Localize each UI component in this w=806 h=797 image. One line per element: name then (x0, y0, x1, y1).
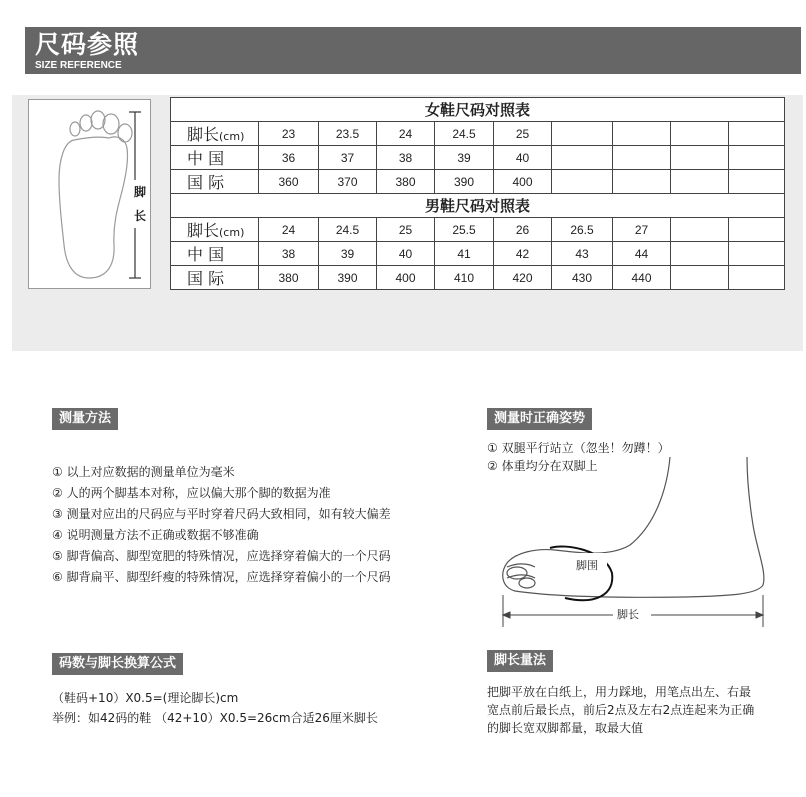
table-cell: 37 (319, 146, 377, 170)
women-table-title: 女鞋尺码对照表 (171, 98, 785, 122)
table-cell (613, 122, 671, 146)
table-cell (671, 266, 729, 290)
foot-diagram (28, 99, 151, 289)
men-table-title: 男鞋尺码对照表 (171, 194, 785, 218)
banner-title: 尺码参照 (35, 30, 140, 59)
method-heading: 测量方法 (52, 408, 118, 430)
table-cell: 400 (377, 266, 435, 290)
table-cell: 25 (377, 218, 435, 242)
length-method-heading: 脚长量法 (487, 650, 553, 672)
table-cell: 400 (494, 170, 552, 194)
table-cell: 23.5 (319, 122, 377, 146)
women-row-international (171, 170, 785, 194)
table-cell (613, 146, 671, 170)
table-cell: 360 (259, 170, 319, 194)
table-cell: 27 (613, 218, 671, 242)
table-cell (671, 122, 729, 146)
table-cell (729, 218, 785, 242)
list-item: ④ 说明测量方法不正确或数据不够准确 (52, 528, 259, 542)
list-item: ① 双腿平行站立（忽坐！勿蹲！） (487, 441, 670, 455)
table-cell: 25 (494, 122, 552, 146)
list-item: ② 体重均分在双脚上 (487, 459, 598, 473)
foot-girth-label: 脚围 (576, 559, 598, 572)
table-cell (552, 146, 613, 170)
table-cell: 24.5 (435, 122, 494, 146)
list-item: ⑥ 脚背扁平、脚型纤瘦的特殊情况，应选择穿着偏小的一个尺码 (52, 570, 391, 584)
men-row-length (171, 218, 785, 242)
table-cell: 370 (319, 170, 377, 194)
table-cell (729, 170, 785, 194)
list-item: ② 人的两个脚基本对称，应以偏大那个脚的数据为准 (52, 486, 331, 500)
table-cell: 41 (435, 242, 494, 266)
row-label: 国 际 (171, 266, 259, 290)
length-method-text (487, 683, 754, 737)
length-method-line: 把脚平放在白纸上，用力踩地，用笔点出左、右最 (487, 685, 752, 699)
row-unit: (cm) (219, 130, 245, 143)
length-method-line: 的脚长宽双脚都量，取最大值 (487, 721, 644, 735)
table-cell: 40 (494, 146, 552, 170)
posture-heading: 测量时正确姿势 (487, 408, 592, 430)
foot-length-label-char2: 长 (133, 209, 146, 223)
formula-heading: 码数与脚长换算公式 (52, 653, 183, 675)
table-cell: 24.5 (319, 218, 377, 242)
table-cell: 38 (259, 242, 319, 266)
table-cell: 24 (377, 122, 435, 146)
table-cell: 25.5 (435, 218, 494, 242)
row-unit: (cm) (219, 226, 245, 239)
table-cell: 380 (377, 170, 435, 194)
table-cell: 440 (613, 266, 671, 290)
table-cell (552, 170, 613, 194)
banner-subtitle: SIZE REFERENCE (35, 60, 122, 71)
table-cell (729, 266, 785, 290)
row-label: 中 国 (171, 242, 259, 266)
foot-length-label (132, 180, 148, 228)
table-cell: 42 (494, 242, 552, 266)
table-cell: 43 (552, 242, 613, 266)
size-reference-banner (25, 27, 801, 74)
row-label: 脚长 (187, 221, 220, 240)
table-cell: 39 (319, 242, 377, 266)
table-cell: 26 (494, 218, 552, 242)
table-cell (671, 242, 729, 266)
women-row-length (171, 122, 785, 146)
foot-length-measure-label: 脚长 (617, 608, 639, 621)
size-table (170, 97, 785, 290)
table-cell (729, 122, 785, 146)
men-row-china (171, 242, 785, 266)
table-cell (671, 218, 729, 242)
table-cell (671, 146, 729, 170)
table-cell (552, 122, 613, 146)
table-cell (729, 146, 785, 170)
table-cell: 36 (259, 146, 319, 170)
table-cell: 410 (435, 266, 494, 290)
table-cell (729, 242, 785, 266)
table-cell: 430 (552, 266, 613, 290)
table-cell: 390 (435, 170, 494, 194)
table-cell: 39 (435, 146, 494, 170)
table-cell: 24 (259, 218, 319, 242)
formula-line: （鞋码+10）X0.5=(理论脚长)cm (52, 691, 239, 705)
formula-text (52, 688, 378, 728)
list-item: ⑤ 脚背偏高、脚型宽肥的特殊情况，应选择穿着偏大的一个尺码 (52, 549, 391, 563)
table-cell: 44 (613, 242, 671, 266)
list-item: ③ 测量对应出的尺码应与平时穿着尺码大致相同，如有较大偏差 (52, 507, 391, 521)
length-method-line: 宽点前后最长点，前后2点及左右2点连起来为正确 (487, 703, 755, 717)
table-cell (613, 170, 671, 194)
method-list (52, 462, 391, 588)
list-item: ① 以上对应数据的测量单位为毫米 (52, 465, 235, 479)
table-cell: 26.5 (552, 218, 613, 242)
foot-length-label-char1: 脚 (133, 185, 146, 199)
row-label: 脚长 (187, 125, 220, 144)
women-row-china (171, 146, 785, 170)
table-cell: 390 (319, 266, 377, 290)
table-cell: 40 (377, 242, 435, 266)
table-cell: 380 (259, 266, 319, 290)
row-label: 中 国 (171, 146, 259, 170)
table-cell: 420 (494, 266, 552, 290)
table-cell: 23 (259, 122, 319, 146)
formula-line: 举例：如42码的鞋 （42+10）X0.5=26cm合适26厘米脚长 (52, 711, 378, 725)
table-cell (671, 170, 729, 194)
table-cell: 38 (377, 146, 435, 170)
row-label: 国 际 (171, 170, 259, 194)
men-row-international (171, 266, 785, 290)
